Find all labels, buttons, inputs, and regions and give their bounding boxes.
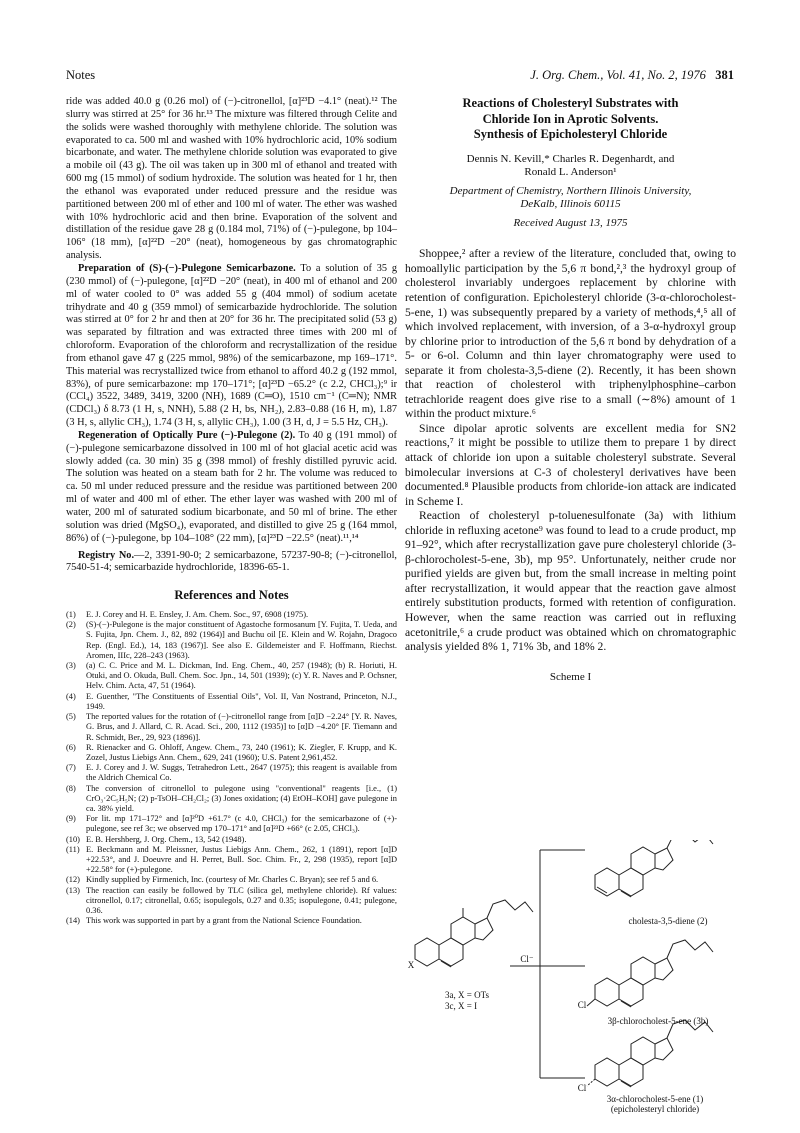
reference-text: E. Beckmann and M. Pleissner, Justus Liebigs Ann. Chem., 262, 1 (1891), report [α]D +22.53°, and J. Doeuvre and H. Perret, Bull. Soc. Chim. Fr., 2, 298 (1935), report [α]D +22.58° for (+)-pulegone. (86, 844, 397, 875)
reference-text: The reaction can easily be followed by TLC (silica gel, methylene chloride). Rf values: citronellol, 0.17; citronellal, 0.65; isopulegols, 0.27 and 0.35; isopulegone, 0.41; pulegone, 0.36. (86, 885, 397, 915)
reference-item (66, 814, 397, 834)
reference-item (66, 835, 397, 845)
reference-item (66, 886, 397, 917)
reference-item (66, 763, 397, 783)
reference-item (66, 661, 397, 692)
affiliation-line-2: DeKalb, Illinois 60115 (520, 197, 621, 210)
reference-text: The conversion of citronellol to pulegone using "conventional" reagents [i.e., (1) CrO₃·2C₅H₅N; (2) p-TsOH–CH₂Cl₂; (3) Jones oxidation; (4) EtOH–KOH] gave pulegone in ca. 38% yield. (86, 783, 397, 813)
reference-number: (11) (66, 844, 80, 854)
body-paragraph-1: Shoppee,² after a review of the literature, concluded that, owing to homoallylic participation by the 5,6 π bond,²,³ the hydroxyl group of cholesterol invariably undergoes replacement by chlorine with retention of configuration. Epicholesteryl chloride (3-α-chlorocholest-5-ene, 1) was subsequently prepared by a variety of methods,⁴,⁵ all of which involved replacement, with inversion, of a 3-α-hydroxyl group by chlorine prior to introduction of the 5,6 π bond by dehydration of a 5- or 6-ol. Column and thin layer chromatography were used to separate it from cholesta-3,5-diene (2). Recently, it has been shown that reaction of cholesterol with triphenylphosphine–carbon tetrachloride reagent does give rise to a small (∼8%) amount of 1 within the product mixture.⁶ (405, 247, 736, 421)
reference-number: (14) (66, 916, 80, 926)
reference-text: R. Rienacker and G. Ohloff, Angew. Chem., 73, 240 (1961); K. Ziegler, F. Krupp, and K. Zozel, Justus Liebigs Ann. Chem., 629, 241 (1960); U.S. Patent 2,961,452. (86, 742, 397, 762)
experimental-paragraph-1: ride was added 40.0 g (0.26 mol) of (−)-citronellol, [α]²³D −4.1° (neat).¹² The slurry was stirred at 25° for 36 hr.¹³ The mixture was filtered through Celite and the solids were washed thoroughly with methylene chloride. The solution was evaporated to ca. 500 ml and washed with 10% hydrochloric acid, 10% sodium bicarbonate, and water. The methylene chloride solution was evaporated to give a mobile oil (43 g). The oil was taken up in 300 ml of ethanol and treated with 600 mg (15 mmol) of sodium hydroxide. The solution was heated for 1 hr, then the ethanol was evaporated under reduced pressure and the residue was partitioned between 200 ml of ether and 100 ml of water. The ether was washed with 10% hydrochloric acid and then brine. Evaporation of the solvent and distillation of the residue gave 28 g (0.184 mol, 71%) of (−)-pulegone, bp 104–106° (18 mm), [α]²²D −20° (neat), homogeneous by gas chromatographic analysis. (66, 96, 397, 262)
reference-number: (5) (66, 712, 76, 722)
substituent-cl-beta: Cl (577, 1000, 587, 1010)
reference-item (66, 620, 397, 661)
reference-number: (6) (66, 742, 76, 752)
semicarbazone-text: To a solution of 35 g (230 mmol) of (−)-pulegone, [α]²²D −20° (neat), in 400 ml of ethanol and 200 ml of water cooled to 0° was added 55 g (404 mmol) of sodium acetate trihydrate and 40 g (359 mmol) of semicarbazide hydrochloride. The solution was stirred at 0° for 2 hr and then at 20° for 36 hr. The precipitated solid (53 g) was separated by filtration and was extracted three times with 200 ml of chloroform. Evaporation of the chloroform and recrystallization of the residue from ethanol gave 47 g (225 mmol, 98%) of the semicarbazone, mp 169–171°. This material was recrystallized twice from ethanol to afford 40.2 g (192 mmol, 83%), of pure semicarbazone: mp 170–171°; [α]²³D −65.2° (c 2.2, CHCl₃);⁹ ir (CCl₄) 3522, 3489, 3419, 3200 (NH), 1689 (C═O), 1510 cm⁻¹ (C═N); NMR (CDCl₃) δ 8.73 (1 H, s, NNH), 5.88 (2 H, bs, NH₂), 2.83–0.88 (16 H, m), 1.87 (3 H, s, allylic CH₃), 1.74 (3 H, s, allylic CH₃), 1.00 (3 H, d, J = 5.5 Hz, CH₃). (66, 262, 397, 429)
article-body (405, 247, 736, 654)
reference-text: E. J. Corey and H. E. Ensley, J. Am. Chem. Soc., 97, 6908 (1975). (86, 610, 309, 620)
label-epicholesteryl-chloride-alt: (epicholesteryl chloride) (610, 1104, 700, 1114)
experimental-paragraph-2 (66, 263, 397, 430)
reference-text: The reported values for the rotation of (−)-citronellol range from [α]D −2.24° [Y. R. Naves, G. Brus, and J. Allard, C. R. Acad. Sci., 200, 1112 (1935)] to [α]D −4.20° [F. Tiemann and R. Schmidt, Ber., 29, 923 (1896)]. (86, 712, 397, 742)
reference-text: Kindly supplied by Firmenich, Inc. (courtesy of Mr. Charles C. Bryan); see ref 5 and 6. (86, 875, 379, 885)
references-title: References and Notes (174, 588, 289, 603)
chloride-ion-reagent: Cl⁻ (520, 954, 534, 964)
reference-number: (9) (66, 814, 76, 824)
regeneration-text: To 40 g (191 mmol) of (−)-pulegone semicarbazone dissolved in 100 ml of hot glacial acetic acid was slowly added (ca. 30 min) 35 g (398 mmol) of freshly distilled pyruvic acid. The solution was heated on a steam bath for 2 hr. The volume was reduced to ca. 50 ml under reduced pressure and the residue was partitioned between 200 ml of water and 400 ml of ether. The ether layer was washed with 200 ml of water, 200 ml of saturated sodium bicarbonate, and 50 ml of brine. The ether solution was dried (MgSO₄), evaporated, and distilled to give 25 g (164 mmol, 86%) of (−)-pulegone, bp 104–108° (22 mm), [α]²³D −22.5° (neat).¹¹,¹⁴ (66, 429, 397, 544)
received-date: Received August 13, 1975 (513, 216, 628, 229)
reference-number: (2) (66, 620, 76, 630)
title-line-3: Synthesis of Epicholesteryl Chloride (473, 127, 668, 141)
reference-text: E. B. Hershberg, J. Org. Chem., 13, 542 (1948). (86, 834, 247, 844)
reference-number: (13) (66, 885, 80, 895)
reference-item (66, 916, 397, 926)
reference-number: (10) (66, 834, 80, 844)
label-tosylate: 3a, X = OTs (445, 990, 489, 1000)
authors (405, 153, 736, 179)
substituent-x: X (407, 960, 415, 970)
left-column (66, 96, 397, 926)
article-title (405, 96, 736, 143)
reference-text: (S)-(−)-Pulegone is the major constituent of Agastoche formosanum [Y. Fujita, T. Ueda, and S. Fujita, Jpn. Chem. J., 82, 892 (1964)] and Buchu oil [E. Klein and W. Rojahn, Dragoco Rep. (Engl. Ed.), 14, 183 (1967)]. See also E. Gildemeister and F. Hoffmann, Riechst. Aromen, IIIc, 228–243 (1963). (86, 620, 397, 660)
label-cholestadiene: cholesta-3,5-diene (2) (628, 916, 708, 926)
registry-heading: Registry No. (78, 549, 135, 561)
affiliation (405, 185, 736, 211)
semicarbazone-heading: Preparation of (S)-(−)-Pulegone Semicarbazone. (78, 262, 296, 274)
reference-number: (1) (66, 610, 76, 620)
reference-item (66, 875, 397, 885)
steroid-skeleton-2 (595, 840, 713, 897)
scheme-title: Scheme I (549, 670, 592, 683)
reference-item (66, 692, 397, 712)
regeneration-heading: Regeneration of Optically Pure (−)-Pulegone (2). (78, 429, 296, 441)
label-epicholesteryl-chloride: 3α-chlorocholest-5-ene (1) (606, 1094, 704, 1104)
journal-citation: J. Org. Chem., Vol. 41, No. 2, 1976 (530, 68, 706, 82)
running-header-journal (530, 68, 734, 83)
reference-text: (a) C. C. Price and M. L. Dickman, Ind. Eng. Chem., 40, 257 (1948); (b) R. Horiuti, H. Otuki, and O. Okuda, Bull. Chem. Soc. Jpn., 14, 501 (1939); (c) Y. R. Naves and P. Ochsner, Helv. Chim. Acta, 47, 51 (1964). (86, 661, 397, 691)
references-list (66, 610, 397, 926)
reference-text: For lit. mp 171–172° and [α]²⁰D +61.7° (c 4.0, CHCl₃) for the semicarbazone of (+)-pulegone, see ref 3c; we observed mp 170–171° and [α]²³D +66° (c 2.05, CHCl₃). (86, 814, 397, 834)
steroid-skeleton-3a (415, 900, 533, 967)
reference-item (66, 784, 397, 815)
substituent-cl-alpha: Cl (577, 1083, 587, 1093)
steroid-skeleton-3b (587, 940, 713, 1007)
reference-text: This work was supported in part by a grant from the National Science Foundation. (86, 916, 362, 926)
reference-number: (12) (66, 875, 80, 885)
label-cholesteryl-chloride: 3β-chlorocholest-5-ene (3b) (607, 1016, 709, 1026)
right-column (405, 96, 736, 684)
reaction-scheme (405, 840, 736, 1114)
reference-text: E. J. Corey and J. W. Suggs, Tetrahedron Lett., 2647 (1975); this reagent is available from the Aldrich Chemical Co. (86, 763, 397, 783)
body-paragraph-2: Since dipolar aprotic solvents are excellent media for SN2 reactions,⁷ it might be possible to utilize them to prepare 1 by direct attack of chloride ion upon a suitable cholesteryl substrate. Several bimolecular inversions at C-3 of cholesteryl derivatives have been documented.⁸ Plausible products from chloride-ion attack are indicated in Scheme I. (405, 421, 736, 508)
authors-line-2: Ronald L. Anderson¹ (524, 165, 617, 178)
page-number: 381 (715, 68, 734, 82)
reference-item (66, 845, 397, 876)
body-paragraph-3: Reaction of cholesteryl p-toluenesulfonate (3a) with lithium chloride in refluxing acetone⁹ was found to lead to a crude product, mp 91–92°, which after recrystallization gave pure cholesteryl chloride (3-β-chlorocholest-5-ene, 3b), mp 95°. Unfortunately, neither crude nor purified yields are given but, from the small increase in melting point after recrystallization, it would appear that the reaction gave almost entirely substitution products, formed with retention of configuration. However, when the same reaction was carried out in refluxing acetonitrile,⁶ a crude product was obtained which on chromatographic analysis yielded 8% 1, 71% 3b, and 18% 2. (405, 509, 736, 654)
affiliation-line-1: Department of Chemistry, Northern Illinois University, (449, 184, 692, 197)
reference-item (66, 610, 397, 620)
reference-number: (7) (66, 763, 76, 773)
reference-number: (8) (66, 783, 76, 793)
reference-number: (3) (66, 661, 76, 671)
title-line-2: Chloride Ion in Aprotic Solvents. (482, 111, 659, 126)
reference-text: E. Guenther, "The Constituents of Essential Oils", Vol. II, Van Nostrand, Princeton, N.J., 1949. (86, 691, 397, 711)
registry-paragraph (66, 550, 397, 576)
experimental-paragraph-3 (66, 430, 397, 546)
label-iodide: 3c, X = I (445, 1001, 478, 1011)
registry-text: —2, 3391-90-0; 2 semicarbazone, 57237-90-8; (−)-citronellol, 7540-51-4; semicarbazide hydrochloride, 18396-65-1. (66, 549, 397, 574)
reference-item (66, 712, 397, 743)
authors-line-1: Dennis N. Kevill,* Charles R. Degenhardt, and (466, 152, 675, 165)
scheme-drawing (405, 840, 736, 1110)
reference-number: (4) (66, 691, 76, 701)
running-header-section: Notes (66, 68, 96, 82)
title-line-1: Reactions of Cholesteryl Substrates with (462, 96, 679, 110)
reference-item (66, 743, 397, 763)
steroid-skeleton-1 (587, 1020, 713, 1087)
